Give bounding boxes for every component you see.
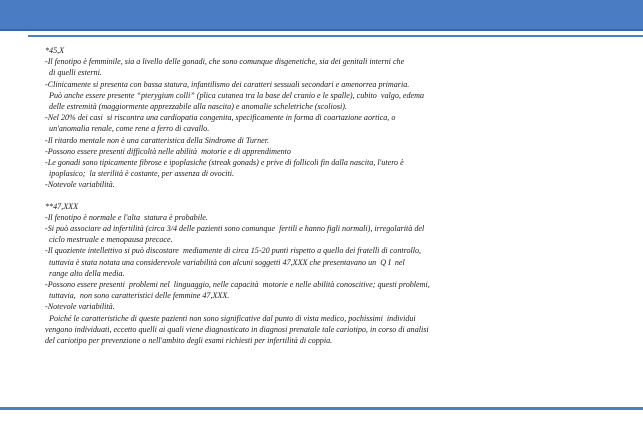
text-line: -Il ritardo mentale non è una caratteristica della Sindrome di Turner.: [45, 135, 269, 145]
text-line: -Nel 20% dei casi si riscontra una cardiopatia congenita, specificamente in forma di coartazione aortica, o: [45, 113, 396, 123]
text-line: **47,XXX: [45, 201, 79, 211]
text-line: -Il fenotipo è normale e l'alta statura è probabile.: [45, 212, 208, 222]
text-line: delle estremità (maggiormente apprezzabile alla nascita) e anomalie scheletriche (scoliosi).: [45, 102, 347, 112]
text-line: Poiché le caratteristiche di queste pazienti non sono significative dal punto di vista medico, pochissimi individui: [45, 313, 416, 323]
header-divider: [28, 35, 643, 37]
text-line: del cariotipo per prevenzione o nell'ambito degli esami richiesti per infertilità di coppia.: [45, 336, 333, 346]
text-line: -Le gonadi sono tipicamente fibrose e ipoplasiche (streak gonads) e prive di follicoli fin dalla nascita, l'utero è: [45, 158, 404, 168]
text-line: -Si può associare ad infertilità (circa 3/4 delle pazienti sono comunque fertili e hanno figli normali), irregolarità del: [45, 224, 425, 234]
text-line: tuttavia, non sono caratteristici delle femmine 47,XXX.: [45, 291, 230, 301]
text-line: -Possono essere presenti difficoltà nelle abilità motorie e di apprendimento: [45, 146, 291, 156]
section-gap: [45, 191, 605, 201]
footer-rule: [0, 407, 643, 410]
text-line: -Notevole variabilità.: [45, 302, 115, 312]
section-45x: [45, 45, 605, 191]
slide-body: [45, 45, 605, 346]
text-line: ciclo mestruale e menopausa precoce.: [45, 235, 173, 245]
text-line: ipoplasico; la sterilità è costante, per assenza di ovociti.: [45, 169, 235, 179]
text-line: -Clinicamente si presenta con bassa statura, infantilismo dei caratteri sessuali secondari e amenorrea primaria.: [45, 79, 410, 89]
text-line: -Il quoziente intellettivo si può discostare mediamente di circa 15-20 punti rispetto a quello dei fratelli di controllo,: [45, 246, 422, 256]
text-line: vengono individuati, eccetto quelli ai quali viene diagnosticato in diagnosi prenatale tale cariotipo, in corso di analisi: [45, 324, 429, 334]
text-line: -Il fenotipo è femminile, sia a livello delle gonadi, che sono comunque disgenetiche, sia dei genitali interni che: [45, 57, 405, 67]
text-line: di quelli esterni.: [45, 68, 102, 78]
text-line: un'anomalia renale, come rene a ferro di cavallo.: [45, 124, 210, 134]
text-line: -Possono essere presenti problemi nel linguaggio, nelle capacità motorie e nelle abilità conoscitive; questi problemi,: [45, 280, 430, 290]
section-47xxx: [45, 201, 605, 347]
text-line: range alto della media.: [45, 268, 125, 278]
text-line: -Notevole variabilità.: [45, 180, 115, 190]
text-line: tuttavia è stata notata una considerevole variabilità con alcuni soggetti 47,XXX che presentavano un Q I nel: [45, 257, 405, 267]
header-bar: [0, 0, 643, 31]
text-line: *45,X: [45, 46, 65, 55]
text-line: Può anche essere presente “pterygium colli” (plica cutanea tra la base del cranio e le spalle), cubito valgo, edema: [45, 90, 425, 100]
